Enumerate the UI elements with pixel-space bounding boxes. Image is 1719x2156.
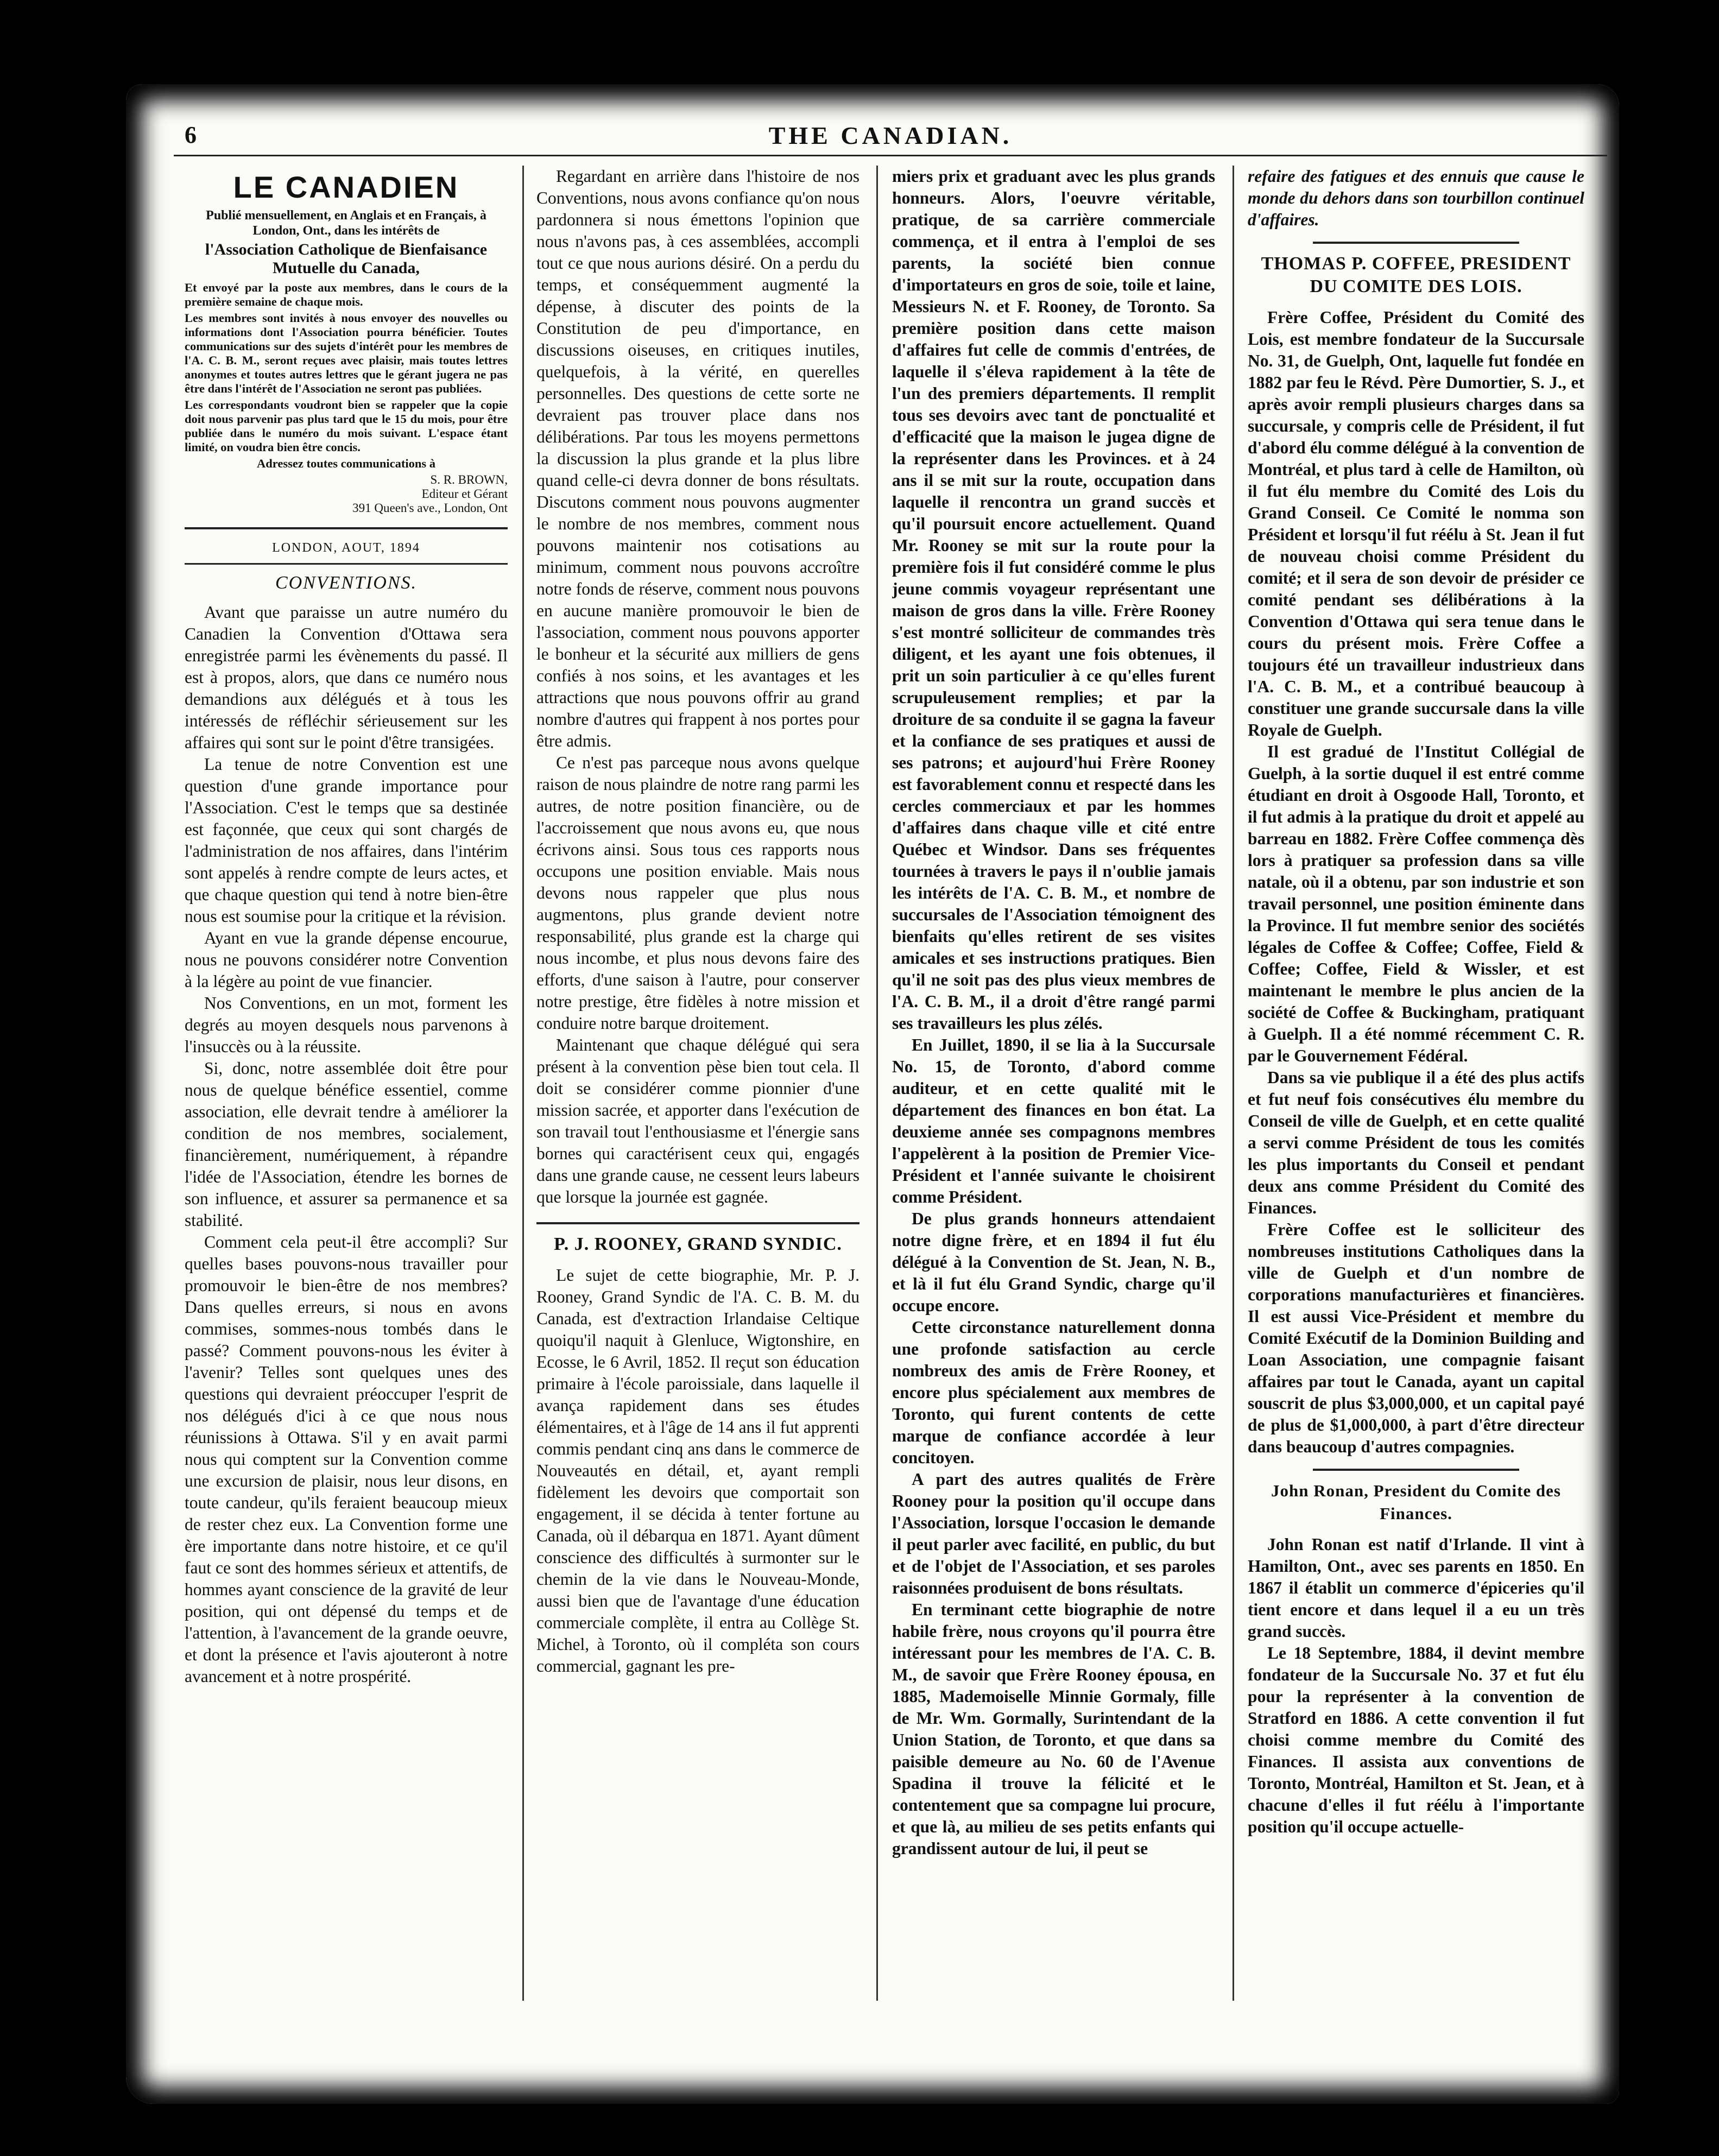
dateline: LONDON, AOUT, 1894 <box>272 541 420 555</box>
article-paragraph: A part des autres qualités de Frère Rooney pour la position qu'il occupe dans l'Association, lorsque l'occasion le demande il peut parler avec facilité, en public, du but et de l'objet de l'Association, et ses paroles raisonnées produisent de bons résultats. <box>892 1470 1215 1597</box>
article-paragraph: En Juillet, 1890, il se lia à la Succursale No. 15, de Toronto, d'abord comme auditeur, et en cette qualité mit le département des finances en bon état. La deuxieme année ses compagnons membres l'appelèrent à la position de Premier Vice-Président et l'année suivante le choisirent comme Président. <box>892 1035 1215 1206</box>
article-paragraph: La tenue de notre Convention est une question d'une grande importance pour l'Association. C'est le temps que sa destinée est façonnée, que ceux qui sont chargés de l'administration de nos affaires, dans l'intérim sont appelés à rendre compte de leurs actes, et que chaque question qui tend à notre bien-être nous est soumise pour la critique et la révision. <box>185 755 508 926</box>
article-divider <box>1313 1469 1519 1471</box>
editor-name: S. R. BROWN, <box>430 473 508 486</box>
paper-title: THE CANADIAN. <box>768 122 1013 149</box>
newspaper-page <box>174 117 1607 2028</box>
correspondents-note: Les correspondants voudront bien se rappeler que la copie doit nous parvenir pas plus tard que le 15 du mois, pour être publiée dans le numéro du mois suivant. L'espace étant limité, on voudra bien être concis. <box>185 398 508 454</box>
subscription-note: Et envoyé par la poste aux membres, dans le cours de la première semaine de chaque mois. <box>185 281 508 308</box>
column-2 <box>536 166 860 2001</box>
article-paragraph: Frère Coffee est le solliciteur des nombreuses institutions Catholiques dans la ville de Guelph et d'un nombre de corporations manufacturières et financières. Il est aussi Vice-Président et membre du Comité Exécutif de la Dominion Building and Loan Association, une compagnie faisant affaires par tout le Canada, ayant un capital souscrit de plus $3,000,000, et un capital payé de plus de $1,000,000, à part d'être directeur dans beaucoup d'autres compagnies. <box>1248 1220 1584 1456</box>
article-paragraph: Ce n'est pas parceque nous avons quelque raison de nous plaindre de notre rang parmi les autres, de notre position financière, ou de l'accroissement que nous avons eu, que nous écrivons ainsi. Sous tous ces rapports nous occupons une position enviable. Mais nous devons nous rappeler que plus nous augmentons, plus grande devient notre responsabilité, plus grande est la charge qui nous incombe, et plus nous devons faire des efforts, d'une saison à l'autre, pour conserver notre prestige, être fidèles à notre mission et conduire notre barque droitement. <box>536 753 860 1033</box>
article-divider <box>1313 242 1519 244</box>
article-paragraph: Frère Coffee, Président du Comité des Lois, est membre fondateur de la Succursale No. 31, de Guelph, Ont, laquelle fut fondée en 1882 par feu le Révd. Père Dumortier, S. J., et après avoir rempli plusieurs charges dans sa succursale, y compris celle de Président, il fut d'abord élu comme délégué à la convention de Montréal, et plus tard à celle de Hamilton, où il fut élu membre du Comité des Lois du Grand Conseil. Ce Comité le nomma son Président et lorsqu'il fut réélu à St. Jean il fut de nouveau choisi comme Président du comité; et il sera de son devoir de présider ce comité pendant ses délibérations à la Convention d'Ottawa qui sera tenue dans le cours du présent mois. Frère Coffee a toujours été un travailleur industrieux dans l'A. C. B. M., et a contribué beaucoup à constituer une grande succursale dans la ville Royale de Guelph. <box>1248 308 1584 739</box>
editor-address: 391 Queen's ave., London, Ont <box>352 501 508 515</box>
column-3 <box>892 166 1215 2001</box>
column-4 <box>1248 166 1584 2001</box>
conventions-heading: CONVENTIONS. <box>275 573 418 593</box>
article-paragraph: En terminant cette biographie de notre habile frère, nous croyons qu'il pourra être intéressant pour les membres de l'A. C. B. M., de savoir que Frère Rooney épousa, en 1885, Mademoiselle Minnie Gormaly, fille de Mr. Wm. Gormally, Surintendant de la Union Station, de Toronto, et que dans sa paisible demeure au No. 60 de l'Avenue Spadina il trouve la félicité et le contentement que sa compagne lui procure, et que là, au milieu de ses petits enfants qui grandissent autour de lui, il peut se <box>892 1600 1215 1858</box>
column-rule <box>522 166 524 2001</box>
article-paragraph: Il est gradué de l'Institut Collégial de Guelph, à la sortie duquel il est entré comme étudiant en droit à Osgoode Hall, Toronto, et il fut admis à la pratique du droit et appelé au barreau en 1882. Frère Coffee commença dès lors à pratiquer sa profession dans sa ville natale, où il a obtenu, par son industrie et son travail personnel, une position éminente dans la Province. Il fut membre senior des sociétés légales de Coffee & Coffee; Coffee, Field & Coffee; Coffee, Field & Wissler, et est maintenant le membre le plus ancien de la société de Coffee & Buckingham, pratiquant à Guelph. Il a été nommé récemment C. R. par le Gouvernement Fédéral. <box>1248 742 1584 1065</box>
coffee-heading: THOMAS P. COFFEE, PRESIDENT DU COMITE DES LOIS. <box>1261 254 1571 296</box>
column-rule <box>876 166 878 2001</box>
column-rule <box>1233 166 1234 2001</box>
article-paragraph: Avant que paraisse un autre numéro du Canadien la Convention d'Ottawa sera enregistrée parmi les évènements du passé. Il est à propos, alors, que dans ce numéro nous demandions aux délégués et à tous les intéressés de réfléchir sérieusement sur les affaires qui sont sur le point d'être transigées. <box>185 603 508 752</box>
masthead-title: LE CANADIEN <box>233 170 459 204</box>
publish-line: Publié mensuellement, en Anglais et en Français, à London, Ont., dans les intérêts de <box>206 208 486 238</box>
article-paragraph: John Ronan est natif d'Irlande. Il vint à Hamilton, Ont., avec ses parents en 1850. En 1867 il établit un commerce d'épiceries qu'il tient encore et dans lequel il a eu un très grand succès. <box>1248 1535 1584 1641</box>
article-paragraph: Comment cela peut-il être accompli? Sur quelles bases pouvons-nous travailler pour promouvoir le bien-être de nos membres? Dans quelles erreurs, si nous en avons commises, sommes-nous tombés dans le passé? Comment pouvons-nous les éviter à l'avenir? Telles sont quelques unes des questions qui devraient préoccuper l'esprit de nos délégués d'ici à ce que nous nous réunissions à Ottawa. S'il y en avait parmi nous qui comptent sur la Convention comme une excursion de plaisir, nous leur disons, en toute candeur, qu'ils feraient beaucoup mieux de rester chez eux. La Convention forme une ère importante dans notre histoire, et ce qu'il faut ce sont des hommes sérieux et attentifs, de hommes ayant conscience de la gravité de leur position, qui ont dépensé du temps et de l'attention, à l'avancement de la grande oeuvre, et dont la présence et l'avis ajouteront à notre avancement et à notre prospérité. <box>185 1232 508 1686</box>
article-paragraph: Si, donc, notre assemblée doit être pour nous de quelque bénéfice essentiel, comme association, elle devrait tendre à améliorer la condition de nos membres, socialement, financièrement, numériquement, à répandre l'idée de l'Association, étendre les bornes de son influence, et assurer sa permanence et sa stabilité. <box>185 1059 508 1230</box>
article-paragraph: Dans sa vie publique il a été des plus actifs et fut neuf fois consécutives élu membre du Conseil de ville de Guelph, et en cette qualité a servi comme Président de tous les comités les plus importants du Conseil et pendant deux ans comme Président du Comité des Finances. <box>1248 1068 1584 1217</box>
column-1 <box>185 166 508 2001</box>
article-paragraph: refaire des fatigues et des ennuis que cause le monde du dehors dans son tourbillon continuel d'affaires. <box>1248 167 1584 229</box>
address-line: Adressez toutes communications à <box>257 457 435 470</box>
article-paragraph: Le 18 Septembre, 1884, il devint membre fondateur de la Succursale No. 37 et fut élu pour la représenter à la convention de Stratford en 1886. A cette convention il fut choisi comme membre du Comité des Finances. Il assista aux conventions de Toronto, Montréal, Hamilton et St. Jean, et à chacune d'elles il fut réélu à l'importante position qu'il occupe actuelle- <box>1248 1643 1584 1836</box>
article-divider <box>536 1222 860 1224</box>
article-paragraph: Le sujet de cette biographie, Mr. P. J. Rooney, Grand Syndic de l'A. C. B. M. du Canada, est d'extraction Irlandaise Celtique quoiqu'il naquit à Glenluce, Wigtonshire, en Ecosse, le 6 Avril, 1852. Il reçut son éducation primaire à l'école paroissiale, dans laquelle il avança rapidement dans ses études élémentaires, et à l'âge de 14 ans il fut apprenti commis pendant cinq ans dans le commerce de Nouveautés en détail, et, ayant rempli fidèlement les devoirs que comportait son engagement, il se décida à tenter fortune au Canada, où il débarqua en 1871. Ayant dûment conscience des difficultés à surmonter sur le chemin de la vie dans le Nouveau-Monde, aussi bien que de l'avantage d'une éducation commerciale complète, il entra au Collège St. Michel, à Toronto, où il compléta son cours commercial, gagnant les pre- <box>536 1266 860 1676</box>
dateline-divider <box>185 563 508 565</box>
page-number: 6 <box>185 122 197 148</box>
article-paragraph: Maintenant que chaque délégué qui sera présent à la convention pèse bien tout cela. Il doit se considérer comme pionnier d'une mission sacrée, et apporter dans l'exécution de son travail tout l'enthousiasme et l'énergie sans bornes qui caractérisent ceux qui, engagés dans une grande cause, ne cessent leurs labeurs que lorsque la journée est gagnée. <box>536 1035 860 1206</box>
article-paragraph: Cette circonstance naturellement donna une profonde satisfaction au cercle nombreux des amis de Frère Rooney, et encore plus spécialement aux membres de Toronto, qui furent contents de cette marque de confiance accordée à leur concitoyen. <box>892 1318 1215 1467</box>
masthead-divider <box>185 527 508 529</box>
editor-title: Editeur et Gérant <box>421 487 508 501</box>
article-paragraph: Regardant en arrière dans l'histoire de nos Conventions, nous avons confiance qu'on nous pardonnera si nous émettons l'opinion que nous n'avons pas, à ces assemblées, accompli tout ce que nous aurions désiré. On a perdu du temps, et conséquemment augmenté la dépense, à discuter des points de la Constitution de peu d'importance, en discussions oiseuses, en critiques inutiles, quelquefois, à la vérité, en querelles personnelles. Des questions de cette sorte ne devraient pas trouver place dans nos délibérations. Par tous les moyens permettons la discussion la plus grande et la plus libre quand celle-ci devra donner de bons résultats. Discutons comment nous pouvons augmenter le nombre de nos membres, comment nous pouvons maintenir nos cotisations au minimum, comment nous pouvons accroître notre fonds de réserve, comment nous pouvons en aucune manière promouvoir le bien de l'association, comment nous pouvons apporter le bonheur et la sécurité aux milliers de gens confiés à nos soins, et les avantages et les attractions que nous pouvons offrir au grand nombre d'autres qui frappent à nos portes pour être admis. <box>536 167 860 750</box>
association-name: l'Association Catholique de Bienfaisance Mutuelle du Canada, <box>205 241 488 277</box>
ronan-heading: John Ronan, President du Comite des Finances. <box>1271 1481 1561 1523</box>
invitation-note: Les membres sont invités à nous envoyer des nouvelles ou informations dont l'Association pourra bénéficier. Toutes communications sur des sujets d'intérêt pour les membres de l'A. C. B. M., seront reçues avec plaisir, mais toutes lettres anonymes et toutes autres lettres que le gérant jugera ne pas être dans l'intérêt de l'Association ne seront pas publiées. <box>185 311 508 395</box>
article-paragraph: De plus grands honneurs attendaient notre digne frère, et en 1894 il fut élu délégué à la Convention de St. Jean, N. B., et là il fut élu Grand Syndic, charge qu'il occupe encore. <box>892 1209 1215 1315</box>
article-paragraph: miers prix et graduant avec les plus grands honneurs. Alors, l'oeuvre véritable, pratique, de sa carrière commerciale commença, et il entra à l'emploi de ses parents, la société bien connue d'importateurs en gros de soie, toile et laine, Messieurs N. et F. Rooney, de Toronto. Sa première position dans cette maison d'affaires fut celle de commis d'entrées, de laquelle il s'éleva rapidement à la tête de l'un des premiers départements. Il remplit tous ses devoirs avec tant de ponctualité et d'efficacité que la maison le jugea digne de la représenter dans les Provinces. et à 24 ans il se mit sur la route, occupation dans laquelle il rencontra un grand succès et qu'il poursuit encore actuellement. Quand Mr. Rooney se mit sur la route pour la première fois il fut considéré comme le plus jeune commis voyageur représentant une maison de gros dans la ville. Frère Rooney s'est montré solliciteur de commandes très diligent, et les ayant une fois obtenues, il prit un soin particulier à ce qu'elles furent scrupuleusement remplies; et par la droiture de sa conduite il se gagna la faveur et la confiance de ses pratiques et aussi de ses patrons; et aujourd'hui Frère Rooney est favorablement connu et respecté dans les cercles commerciaux et par les hommes d'affaires dans chaque ville et cité entre Québec et Windsor. Dans ses fréquentes tournées à travers le pays il n'oublie jamais les intérêts de l'A. C. B. M., et nombre de succursales de l'Association témoignent des bienfaits qu'elles retirent de ses visites amicales et ses instructions pratiques. Bien qu'il ne soit pas des plus vieux membres de l'A. C. B. M., il a droit d'être rangé parmi ses travailleurs les plus zélés. <box>892 167 1215 1033</box>
rooney-heading: P. J. ROONEY, GRAND SYNDIC. <box>554 1234 842 1254</box>
article-paragraph: Ayant en vue la grande dépense encourue, nous ne pouvons considérer notre Convention à la légère au point de vue financier. <box>185 928 508 991</box>
page-header <box>174 117 1607 156</box>
article-paragraph: Nos Conventions, en un mot, forment les degrés au moyen desquels nous parvenons à l'insuccès ou à la réussite. <box>185 994 508 1056</box>
